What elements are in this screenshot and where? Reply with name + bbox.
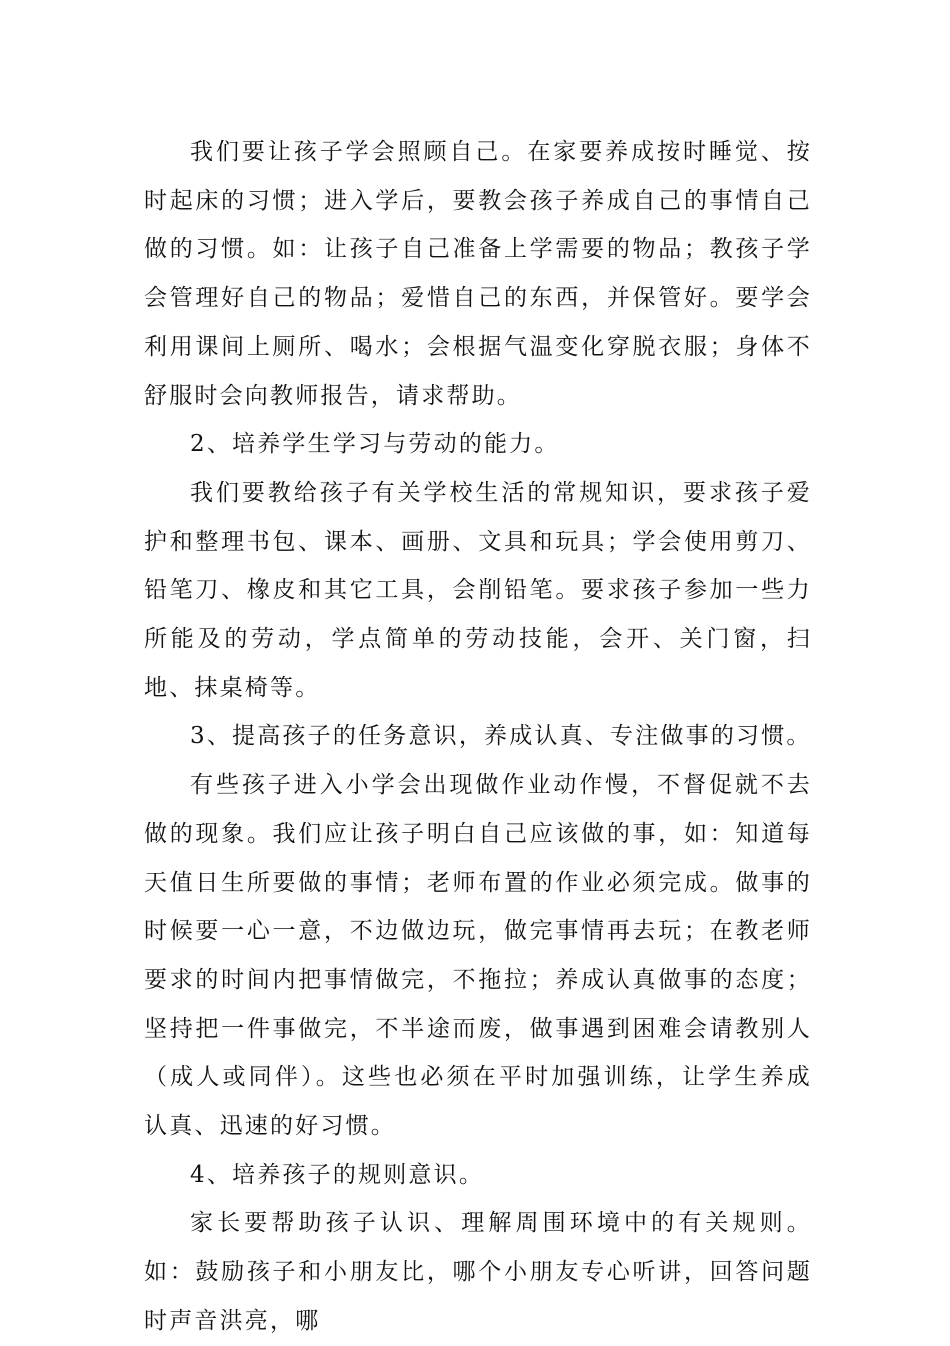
heading-rule-awareness: 4、培养孩子的规则意识。 bbox=[190, 1161, 485, 1188]
paragraph-study-labor: 我们要教给孩子有关学校生活的常规知识，要求孩子爱护和整理书包、课本、画册、文具和玩具；学会使用剪刀、铅笔刀、橡皮和其它工具，会削铅笔。要求孩子参加一些力所能及的劳动，学点简单的劳动技能，会开、关门窗，扫地、抹桌椅等。 bbox=[144, 479, 812, 701]
document-body bbox=[144, 128, 812, 1346]
paragraph-task-awareness: 有些孩子进入小学会出现做作业动作慢，不督促就不去做的现象。我们应让孩子明白自己应该做的事，如：知道每天值日生所要做的事情；老师布置的作业必须完成。做事的时候要一心一意，不边做边玩，做完事情再去玩；在教老师要求的时间内把事情做完，不拖拉；养成认真做事的态度；坚持把一件事做完，不半途而废，做事遇到困难会请教别人（成人或同伴）。这些也必须在平时加强训练，让学生养成认真、迅速的好习惯。 bbox=[144, 772, 812, 1140]
heading-study-labor-ability: 2、培养学生学习与劳动的能力。 bbox=[190, 431, 560, 458]
paragraph-self-care: 我们要让孩子学会照顾自己。在家要养成按时睡觉、按时起床的习惯；进入学后，要教会孩子养成自己的事情自己做的习惯。如：让孩子自己准备上学需要的物品；教孩子学会管理好自己的物品；爱惜自己的东西，并保管好。要学会利用课间上厕所、喝水；会根据气温变化穿脱衣服；身体不舒服时会向教师报告，请求帮助。 bbox=[144, 139, 812, 409]
heading-task-awareness: 3、提高孩子的任务意识，养成认真、专注做事的习惯。 bbox=[190, 723, 812, 750]
paragraph-rule-awareness: 家长要帮助孩子认识、理解周围环境中的有关规则。如：鼓励孩子和小朋友比，哪个小朋友专心听讲，回答问题时声音洪亮，哪 bbox=[144, 1210, 812, 1334]
